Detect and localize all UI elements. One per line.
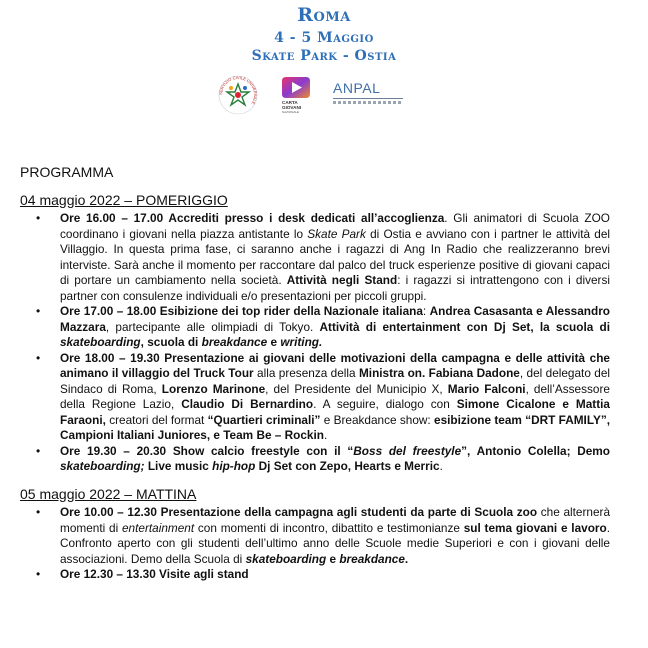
item-bold: . xyxy=(404,551,409,566)
anpal-rule xyxy=(333,98,403,99)
item-bold: Attività di entertainment con Dj Set, la scuola di xyxy=(319,319,610,334)
item-bold: e xyxy=(326,551,340,566)
item-text: . Gli animatori di Scuola ZOO coordinano i giovani nella piazza antistante lo xyxy=(60,211,610,241)
item-time-title: Ore 18.00 – 19.30 Presentazione ai giovani delle motivazioni della campagna e delle attività che animano il villaggio del Truck Tour xyxy=(60,350,610,380)
item-bold-italic: skateboarding xyxy=(245,551,327,566)
item-bold: Dj Set con Zepo, Hearts e Merric xyxy=(255,459,440,473)
item-italic: entertainment xyxy=(121,520,195,535)
list-item xyxy=(60,304,610,351)
day-2-list xyxy=(20,505,610,583)
header-place: Skate Park - Ostia xyxy=(251,48,397,64)
item-text: , partecipante alle olimpiadi di Tokyo. xyxy=(105,319,320,334)
item-text: . A seguire, dialogo con xyxy=(313,397,457,411)
program-title: PROGRAMMA xyxy=(20,164,114,180)
item-text: : i ragazzi si intrattengono con i diversi partner con consulenze individuali e/o presentazioni per piccoli gruppi. xyxy=(60,273,610,303)
list-item xyxy=(60,505,610,567)
item-bold-italic: skateboarding xyxy=(60,335,141,349)
item-text: , del Presidente del Municipio X, xyxy=(265,381,448,396)
item-bold-italic: hip-hop xyxy=(212,459,256,473)
day-heading-1: 04 maggio 2022 – POMERIGGIO xyxy=(20,191,228,208)
item-text: che alternerà momenti di xyxy=(60,505,611,535)
item-bold-italic: Boss del freestyle xyxy=(353,443,462,458)
item-text: , del delegato del Sindaco di Roma, xyxy=(60,366,611,396)
item-text: . Confronto aperto con gli studenti dell’ultimo anno delle Scuole medie Superiori e con i giovani delle associazioni. Demo della Scuola di xyxy=(60,520,610,566)
item-time-title: Ore 10.00 – 12.30 Presentazione della campagna agli studenti da parte di Scuola zoo xyxy=(60,505,538,519)
item-text: . xyxy=(439,459,443,473)
servizio-civile-universale-logo xyxy=(217,74,259,116)
carta-giovani-logo xyxy=(280,74,316,114)
item-text: , dell’Assessore della Regione Lazio, xyxy=(60,381,610,411)
partner-logos xyxy=(0,74,648,114)
program-body xyxy=(20,165,610,583)
item-time-title: Ore 19.30 – 20.30 Show calcio freestyle con il “ xyxy=(60,443,354,458)
item-bold: sul tema giovani e lavoro xyxy=(463,520,607,535)
item-bold: esibizione team “DRT FAMILY”, Campioni Italiani Juniores, e Team Be – Rockin xyxy=(60,412,610,442)
item-italic: Skate Park xyxy=(307,226,366,241)
day-1-list xyxy=(20,211,610,475)
item-bold: Live music xyxy=(144,459,213,473)
item-time-title: Ore 17.00 – 18.00 Esibizione dei top rider della Nazionale italiana xyxy=(60,304,423,318)
item-bold: Andrea Casasanta e Alessandro Mazzara xyxy=(60,304,611,334)
list-item xyxy=(60,444,610,475)
item-bold: ”, Antonio Colella; Demo xyxy=(461,443,610,458)
item-text: alla presenza della xyxy=(253,366,359,380)
item-bold: “Quartieri criminali” xyxy=(207,412,321,427)
anpal-logo xyxy=(333,80,403,110)
carta-word: CARTA xyxy=(282,100,298,105)
item-text: e Breakdance show: xyxy=(320,412,435,427)
item-bold-italic: breakdance xyxy=(339,551,405,566)
item-text: : xyxy=(422,304,430,318)
item-time-title: Ore 16.00 – 17.00 Accrediti presso i desk dedicati all’accoglienza xyxy=(60,211,445,225)
scu-ring-text: SERVIZIO CIVILE UNIVERSALE xyxy=(217,74,259,106)
item-bold: Claudio Di Bernardino xyxy=(181,397,314,411)
item-text: . xyxy=(323,428,328,442)
item-bold: e xyxy=(267,335,281,349)
item-bold: Attività negli Stand xyxy=(286,273,398,287)
item-bold-italic: writing. xyxy=(280,335,323,349)
item-bold: Ministra on. Fabiana Dadone xyxy=(358,366,520,380)
day-heading-2: 05 maggio 2022 – MATTINA xyxy=(20,485,197,502)
item-bold: Mario Falconi xyxy=(447,381,526,396)
anpal-subtitle-mark xyxy=(333,101,403,104)
item-text: creatori del format xyxy=(105,412,208,427)
item-bold: Lorenzo Marinone xyxy=(161,381,266,396)
svg-text:SERVIZIO CIVILE UNIVERSALE xyxy=(218,75,258,106)
giovani-word: GIOVANI xyxy=(282,105,302,110)
item-time-title: Ore 12.30 – 13.30 Visite agli stand xyxy=(60,567,249,581)
item-text: di Ostia e avviano con i partner le attività del Villaggio. In questa prima fase, ci saranno anche i ragazzi di Ang In Radio che realizzeranno brevi interviste. Sarà anche il momento per raccontare dal palco del truck esperienze positive di giovani capaci di portare un cambiamento nella società. xyxy=(60,226,610,287)
header-city: Roma xyxy=(297,4,351,26)
list-item xyxy=(60,351,610,444)
item-bold-italic: breakdance xyxy=(201,335,268,349)
header-dates: 4 - 5 Maggio xyxy=(274,30,374,46)
anpal-word: ANPAL xyxy=(333,80,381,96)
nazionale-word: NAZIONALE xyxy=(282,110,300,114)
item-bold: , scuola di xyxy=(140,335,202,349)
item-bold-italic: skateboarding; xyxy=(60,459,145,473)
item-text: con momenti di incontro, dibattito e testimonianze xyxy=(194,520,464,535)
list-item xyxy=(60,567,610,583)
item-bold: Simone Cicalone e Mattia Faraoni, xyxy=(60,397,610,427)
list-item xyxy=(60,211,610,304)
